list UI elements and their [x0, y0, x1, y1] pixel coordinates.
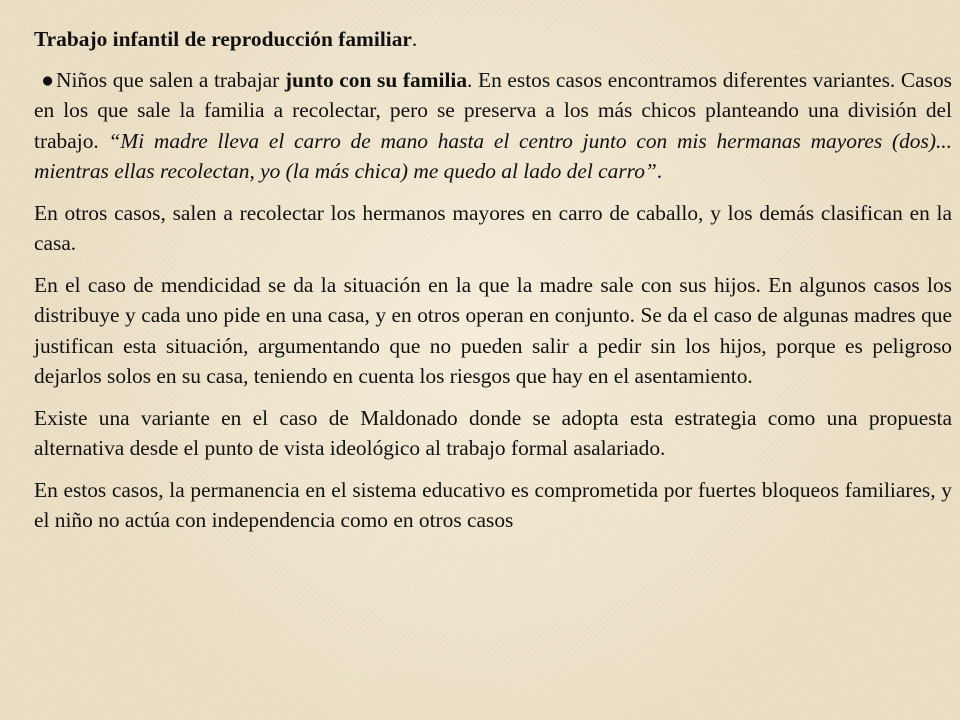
paragraph-bullet	[34, 65, 952, 187]
slide-title-text: Trabajo infantil de reproducción familiar	[34, 27, 412, 51]
slide-content	[34, 24, 952, 547]
slide-title-period: .	[411, 27, 418, 51]
paragraph-5: En estos casos, la permanencia en el sistema educativo es comprometida por fuertes bloqueos familiares, y el niño no actúa con independencia como en otros casos	[34, 477, 952, 532]
paragraph-3: En el caso de mendicidad se da la situación en la que la madre sale con sus hijos. En algunos casos los distribuye y cada uno pide en una casa, y en otros operan en conjunto. Se da el caso de algunas madres que justifican esta situación, argumentando que no pueden salir a pedir sin los hijos, porque es peligroso dejarlos solos en su casa, teniendo en cuenta los riesgos que hay en el asentamiento.	[34, 272, 952, 388]
paragraph-4: Existe una variante en el caso de Maldonado donde se adopta esta estrategia como una propuesta alternativa desde el punto de vista ideológico al trabajo formal asalariado.	[34, 405, 952, 460]
paragraph-2: En otros casos, salen a recolectar los hermanos mayores en carro de caballo, y los demás clasifican en la casa.	[34, 200, 952, 255]
paragraph-1-quote: “Mi madre lleva el carro de mano hasta el centro junto con mis hermanas mayores (dos)... mientras ellas recolectan, yo (la más chica) me quedo al lado del carro”	[34, 128, 952, 183]
bullet-icon: ●	[41, 67, 54, 92]
paragraph-1-end: .	[656, 159, 663, 183]
paragraph-1-bold: junto con su familia	[284, 67, 468, 92]
paragraph-1-text-a: Niños que salen a trabajar	[56, 67, 285, 92]
paragraph-1-text-c: . En estos casos encontramos diferentes variantes. Casos en los que sale la familia a recolectar, pero se preserva a los más chicos planteando una división del trabajo.	[34, 67, 952, 153]
slide-title	[34, 24, 952, 55]
